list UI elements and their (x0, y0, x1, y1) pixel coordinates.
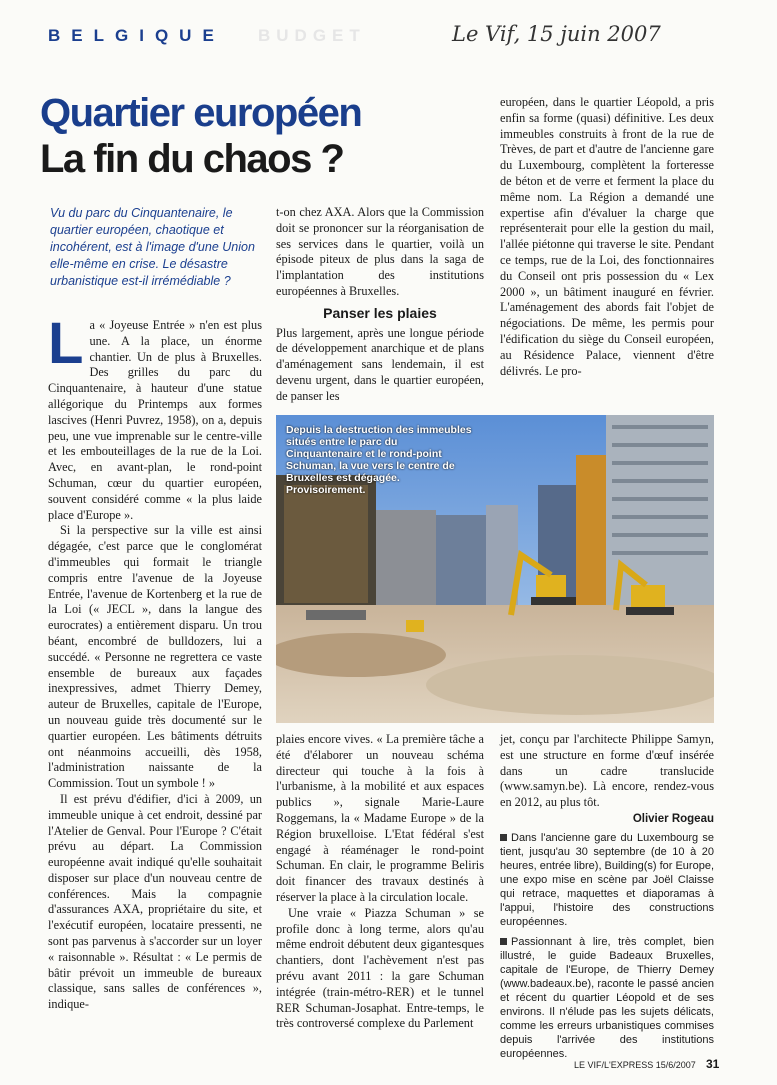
subheading: Panser les plaies (323, 304, 437, 321)
page-number: 31 (706, 1057, 720, 1071)
col3-paragraph-1: européen, dans le quartier Léopold, a pris enfin sa forme (quasi) définitive. Les deux immeubles construits à front de la rue de Trèves, de part et d'autre de l'ancienne gare du Luxembourg, complètent la forteresse de béton et de verre et ferment la place du même nom. La Région a demandé une expertise afin d'évaluer la charge que représenterait pour elle la gestion du mail, l'allée piétonne qui traverse le site. Pendant ce temps, rue de la Loi, des fonctionnaires du Conseil ont pris possession du « Lex 2000 », un bâtiment inauguré en février. L'aménagement des abords fait l'objet de négociations. De même, les permis pour l'édification du siège du Conseil européen, au Résidence Palace, viennent d'être délivrés. Le pro- (500, 95, 714, 378)
col1-p1-text: a « Joyeuse Entrée » n'en est plus une. A la place, un énorme chantier. Un de plus à Bruxelles. Des grilles du parc du Cinquantenaire, à hauteur d'une statue allégorique du Printemps aux formes lascives (Henri Puvrez, 1958), on a, depuis peu, une vue imprenable sur le centre-ville et les embouteillages de la rue de la Loi. Avec, en avant-plan, le rond-point Schuman, cœur du quartier européen, souvent considéré comme « la plus laide place d'Europe ». (48, 318, 262, 522)
title-line-2: La fin du chaos ? (40, 137, 344, 181)
info-box-expo-text: Dans l'ancienne gare du Luxembourg se tient, jusqu'au 30 septembre (de 10 à 20 heures, entrée libre), Building(s) for Europe, une expo mise en scène par Joël Claisse qui retrace, maquettes et diaporamas à l'appui, l'histoire des constructions européennes. (500, 831, 714, 928)
column-2-top (276, 205, 484, 405)
section-label: BELGIQUE (48, 26, 225, 45)
column-3-top (500, 95, 714, 379)
col2-bottom-paragraph-2: Une vraie « Piazza Schuman » se profile donc à long terme, alors qu'au même endroit débutent deux gigantesques chantiers, dont l'achèvement n'est pas prévu avant 2011 : la gare Schuman intégrée (train-métro-RER) et le tunnel RER Schuman-Josaphat. Entre-temps, le très controversé complexe du Parlement (276, 905, 484, 1031)
info-box-book (500, 935, 714, 1061)
col2-paragraph-1: t-on chez AXA. Alors que la Commission doit se prononcer sur la réorganisation de ses services dans le quartier, voilà un épisode piteux de plus dans la saga de l'implantation des institutions européennes à Bruxelles. (276, 205, 484, 298)
column-3-bottom (500, 732, 714, 1061)
info-box-book-text: Passionnant à lire, très complet, bien illustré, le guide Badeaux Bruxelles, capitale de l'Europe, de Thierry Demey (www.badeaux.be), raconte le passé ancien et récent du quartier Léopold et de ses environs. Il n'élude pas les sujets délicats, comme les erreurs urbanistiques commises depuis l'arrivée des institutions européennes. (500, 935, 714, 1060)
col1-paragraph-1 (48, 311, 262, 523)
handwritten-note: Le Vif, 15 juin 2007 (452, 22, 661, 46)
footer-publication: LE VIF/L'EXPRESS 15/6/2007 (574, 1060, 696, 1070)
drop-cap: L (48, 311, 84, 376)
col1-paragraph-2: Si la perspective sur la ville est ainsi dégagée, c'est parce que le conglomérat d'immeubles qui formait le triangle compris entre l'avenue de la Joyeuse Entrée, l'avenue de Kortenberg et la rue de la Loi (« JECL », dans la langue des eurocrates) a entièrement disparu. Un trou béant, encombré de bulldozers, lui a succédé. « Personne ne regrettera ce vaste ensemble de bureaux aux façades inexpressives, admet Thierry Demey, auteur de Bruxelles, capitale de l'Europe, un nouveau guide très documenté sur le quartier européen. Les bâtiments détruits ont néanmoins accueilli, dès 1958, l'administration naissante de la Commission. Tout un symbole ! » (48, 523, 262, 791)
title-line-1: Quartier européen (40, 91, 362, 135)
article-lead: Vu du parc du Cinquantenaire, le quartier européen, chaotique et incohérent, est à l'image d'une Union elle-même en crise. Le désastre urbanistique est-il irrémédiable ? (50, 206, 255, 288)
col2-paragraph-2: Plus largement, après une longue période de développement anarchique et de plans d'aménagement sans lendemain, il est devenu urgent, dans le quartier européen, de panser les (276, 325, 484, 403)
bullet-square-icon (500, 938, 507, 945)
col3-bottom-paragraph-1: jet, conçu par l'architecte Philippe Samyn, est une structure en forme d'œuf insérée dans un cadre translucide (www.samyn.be). Là encore, rendez-vous en 2012, au plus tôt. (500, 732, 714, 810)
column-2-bottom (276, 732, 484, 1032)
author-byline: Olivier Rogeau (632, 812, 714, 825)
col1-paragraph-3: Il est prévu d'édifier, d'ici à 2009, un immeuble unique à cet endroit, dessiné par l'Atelier de Genval. Pour l'Europe ? C'était prévu au départ. La Commission européenne avait indiqué qu'elle souhaitait disposer sur place d'un nouveau centre de conférences. Mais la compagnie d'assurances AXA, propriétaire du site, et l'exécutif européen, locataire pressenti, ne sont pas parvenus à s'accorder sur un loyer « raisonnable ». Résultat : « Le permis de bâtir prévoit un immeuble de bureaux classique, sans salles de conférences », indique- (48, 791, 262, 1012)
col2-bottom-paragraph-1: plaies encore vives. « La première tâche a été d'élaborer un nouveau schéma directeur qui touche à la fois à l'urbanisme, à la mobilité et aux espaces publics », signale Marie-Laure Roggemans, la « Madame Europe » de la Région bruxelloise. L'Etat fédéral s'est engagé à réaménager le rond-point Schuman. En clair, le programme Beliris doit financer des travaux destinés à réserver la place à la circulation locale. (276, 732, 484, 904)
info-box-expo (500, 831, 714, 929)
article-title (40, 90, 361, 182)
section-ghost-label: BUDGET (258, 26, 366, 45)
bullet-square-icon (500, 834, 507, 841)
column-1 (48, 311, 262, 1013)
photo-caption: Depuis la destruction des immeubles situés entre le parc du Cinquantenaire et le rond-point Schuman, la vue vers le centre de Bruxelles est dégagée. Provisoirement. (286, 424, 472, 496)
